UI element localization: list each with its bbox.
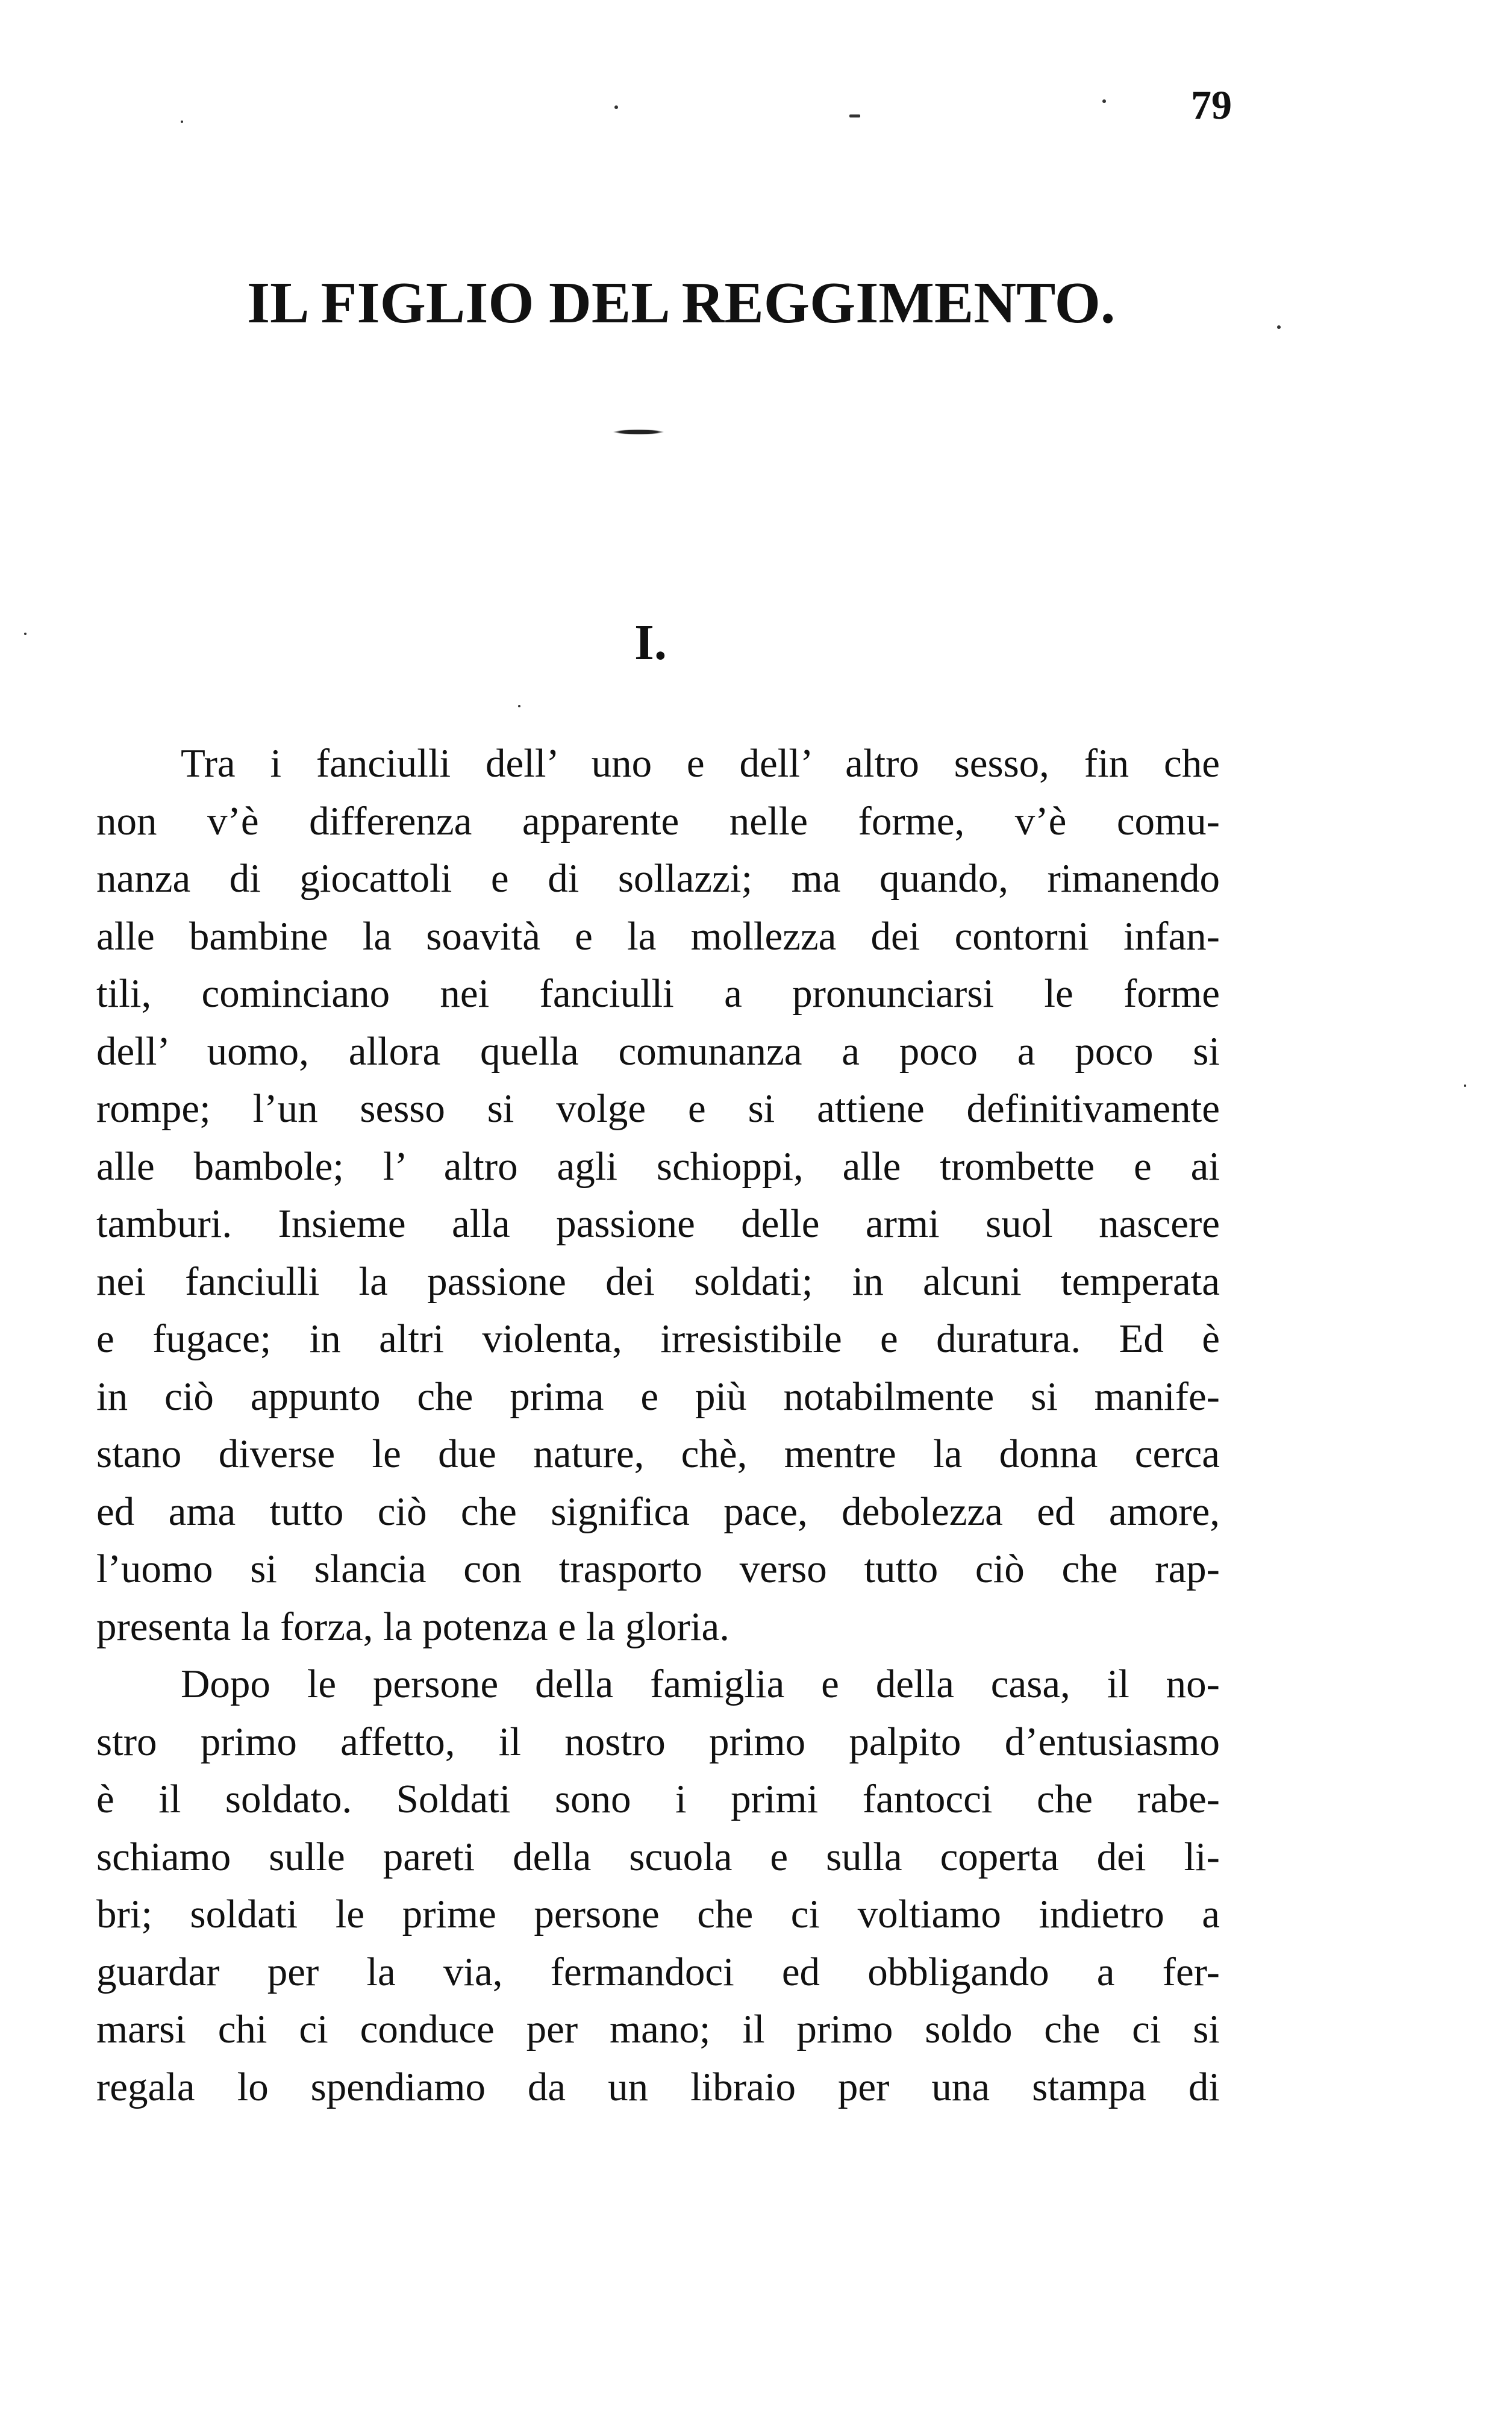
scan-speck [1464,1084,1466,1087]
text-line: Dopo le persone della famiglia e della casa, il no- [181,1662,1220,1706]
text-line: l’uomo si slancia con trasporto verso tutto ciò che rap- [96,1547,1220,1591]
scan-speck [518,705,520,707]
text-line: marsi chi ci conduce per mano; il primo soldo che ci si [96,2007,1220,2051]
text-line: dell’ uomo, allora quella comunanza a poco a poco si [96,1028,1220,1074]
body-text [96,735,1220,2116]
scan-speck [614,105,618,109]
text-line: presenta la forza, la potenza e la gloria. [96,1604,729,1649]
text-line: stano diverse le due nature, chè, mentre la donna cerca [96,1432,1220,1476]
text-line: schiamo sulle pareti della scuola e sulla coperta dei li- [96,1834,1220,1879]
scan-speck [849,114,860,117]
text-line: in ciò appunto che prima e più notabilmente si manife- [96,1374,1220,1419]
text-line: alle bambine la soavità e la mollezza dei contorni infan- [96,913,1220,959]
text-line: è il soldato. Soldati sono i primi fantocci che rabe- [96,1777,1220,1821]
text-line: nanza di giocattoli e di sollazzi; ma quando, rimanendo [96,856,1220,901]
paragraph-2 [96,1656,1220,2116]
text-line: Tra i fanciulli dell’ uno e dell’ altro sesso, fin che [181,741,1220,786]
section-number: I. [634,615,667,671]
text-line: tamburi. Insieme alla passione delle armi suol nascere [96,1201,1220,1246]
title-ornament [608,429,669,435]
scan-speck [24,633,27,635]
page-number: 79 [1191,82,1232,128]
text-line: regala lo spendiamo da un libraio per una stampa di [96,2064,1220,2109]
text-line: nei fanciulli la passione dei soldati; in alcuni temperata [96,1259,1220,1304]
scan-speck [1277,325,1281,329]
text-line: tili, cominciano nei fanciulli a pronunciarsi le forme [96,971,1220,1016]
scan-speck [181,120,183,123]
paragraph-1 [96,735,1220,1656]
scan-speck [1102,99,1106,103]
text-line: alle bambole; l’ altro agli schioppi, alle trombette e ai [96,1144,1220,1189]
text-line: e fugace; in altri violenta, irresistibile e duratura. Ed è [96,1316,1220,1361]
text-line: stro primo affetto, il nostro primo palpito d’entusiasmo [96,1719,1220,1764]
text-line: guardar per la via, fermandoci ed obbligando a fer- [96,1949,1220,1994]
text-line: non v’è differenza apparente nelle forme, v’è comu- [96,798,1220,843]
text-line: ed ama tutto ciò che significa pace, debolezza ed amore, [96,1489,1220,1534]
chapter-title: IL FIGLIO DEL REGGIMENTO. [247,271,1116,336]
text-line: rompe; l’un sesso si volge e si attiene definitivamente [96,1086,1220,1131]
text-line: bri; soldati le prime persone che ci voltiamo indietro a [96,1892,1220,1936]
